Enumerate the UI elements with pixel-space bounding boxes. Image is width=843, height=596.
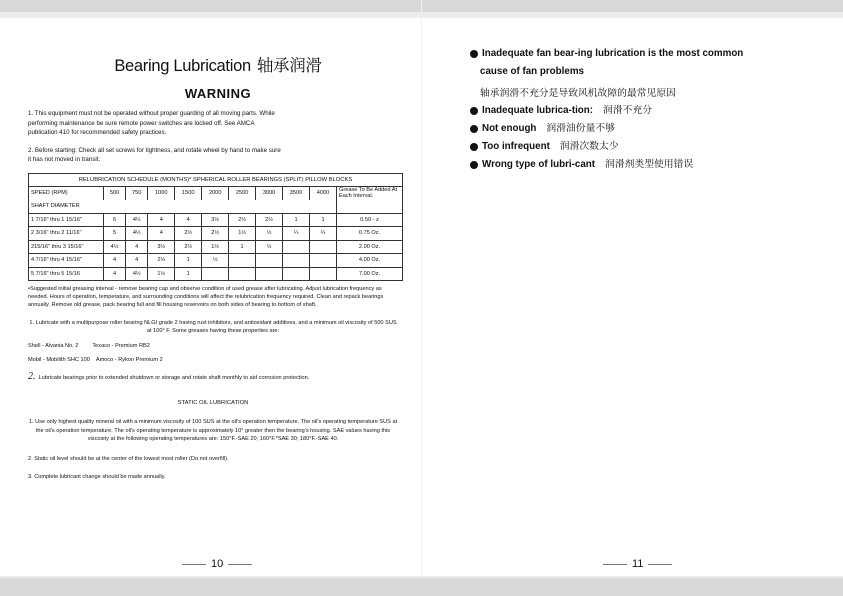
interval-cell bbox=[256, 267, 283, 281]
bullet-2-text: Inadequate lubrica-tion: bbox=[482, 105, 594, 116]
interval-cell: 4½ bbox=[126, 227, 148, 241]
bullet-1-cn: 轴承润滑不充分是导致风机故障的最常见原因 bbox=[480, 88, 676, 99]
shaft-cell: 2 3/16" thru 2 11/16" bbox=[29, 227, 104, 241]
shaft-cell: 4 7/16" thru 4 15/16" bbox=[29, 254, 104, 268]
table-caption: RELUBRICATION SCHEDULE (MONTHS)* SPHERICAL ROLLER BEARINGS (SPLIT) PILLOW BLOCKS bbox=[29, 173, 403, 186]
grease-texaco: Texaco - Premium RB2 bbox=[92, 343, 150, 349]
page-number-left bbox=[177, 558, 257, 570]
page-title bbox=[28, 52, 408, 76]
grease-cell: 4.00 Oz. bbox=[337, 254, 403, 268]
interval-cell bbox=[283, 240, 310, 254]
speed-cell: 750 bbox=[126, 186, 148, 200]
bullet-4 bbox=[470, 141, 820, 153]
static-oil-heading: STATIC OIL LUBRICATION bbox=[177, 400, 249, 406]
interval-cell: 1 bbox=[175, 267, 202, 281]
speed-label: SPEED (RPM) bbox=[29, 186, 104, 200]
interval-cell: 2½ bbox=[175, 240, 202, 254]
interval-cell: 4 bbox=[104, 254, 126, 268]
left-page bbox=[28, 52, 408, 480]
speed-cell: 1000 bbox=[148, 186, 175, 200]
bullet-3 bbox=[470, 123, 820, 135]
table-row bbox=[29, 227, 403, 241]
interval-cell: 3½ bbox=[202, 213, 229, 227]
interval-cell: 1 bbox=[310, 213, 337, 227]
interval-cell: 6 bbox=[104, 213, 126, 227]
interval-cell: 1 bbox=[283, 213, 310, 227]
bullet-2 bbox=[470, 105, 820, 117]
static-oil-item-3: 3. Complete lubricant change should be made annually. bbox=[28, 473, 166, 480]
interval-cell bbox=[310, 240, 337, 254]
interval-cell: 1½ bbox=[148, 267, 175, 281]
grease-list-1 bbox=[28, 343, 408, 349]
bullet-dot-icon bbox=[470, 107, 478, 115]
bullet-1-text: Inadequate fan bear-ing lubrication is the most common bbox=[482, 48, 744, 59]
page-gutter bbox=[421, 0, 422, 596]
grease-cell: 0.75 Oz. bbox=[337, 227, 403, 241]
bullet-4-text: Too infrequent bbox=[482, 141, 550, 152]
interval-cell bbox=[310, 254, 337, 268]
interval-cell: ½ bbox=[202, 254, 229, 268]
interval-cell bbox=[229, 267, 256, 281]
interval-cell: 4 bbox=[148, 227, 175, 241]
static-oil-item-1: 1. Use only highest quality mineral oil with a minimum viscosity of 100 SUS at the oil's operation temperature. The oil's operating temperature SUS at the oil's operation temperature. The oil's operating temperature is approximately 10° greater then the bearing's housing. SAE values having this viscosity at the following operating temperatures are: 150°F.-SAE 20; 160°F.*SAE 30; 180°F.-SAE 40. bbox=[28, 419, 398, 442]
interval-cell: 4½ bbox=[104, 240, 126, 254]
interval-cell: 2½ bbox=[256, 213, 283, 227]
interval-cell: 4 bbox=[104, 267, 126, 281]
speed-cell: 3500 bbox=[283, 186, 310, 200]
shaft-cell: 1 7/16" thru 1 15/16" bbox=[29, 213, 104, 227]
bullet-5-cn: 润滑剂类型使用错误 bbox=[605, 159, 694, 170]
warning-para-1: 1. This equipment must not be operated without proper guarding of all moving parts. While performing maintenance be sure remote power switches are locked off. See AMCA publication 410 for recommended safety practices. bbox=[28, 110, 275, 136]
interval-cell bbox=[202, 267, 229, 281]
bullet-5 bbox=[470, 159, 820, 171]
speed-cell: 2000 bbox=[202, 186, 229, 200]
grease-cell: 0.50 - z bbox=[337, 213, 403, 227]
shaft-cell: 215/16" thru 3 15/16" bbox=[29, 240, 104, 254]
bullet-dot-icon bbox=[470, 50, 478, 58]
grease-mobil: Mobil - Mobilith SHC 100 bbox=[28, 357, 90, 363]
interval-cell bbox=[256, 254, 283, 268]
speed-cell: 500 bbox=[104, 186, 126, 200]
interval-cell: 4 bbox=[148, 213, 175, 227]
interval-cell: ½ bbox=[256, 227, 283, 241]
table-row bbox=[29, 240, 403, 254]
item-2-text: Lubricate bearings prior to extended shutdown or storage and rotate shaft monthly to aid corrosion protection. bbox=[38, 375, 310, 381]
page-number-10: 10 bbox=[211, 558, 224, 570]
grease-list-2 bbox=[28, 357, 408, 363]
title-cn: 轴承润滑 bbox=[256, 57, 322, 75]
table-footnote: •Suggested initial greasing interval - remove bearing cap and observe condition of used grease after lubricating. Adjust lubrication frequency as needed. Hours of operation, temperature, and surrounding conditions will affect the relubrication frequency required. Clean and repack bearings annually. Remove old grease, pack bearing full and fill housing reservoirs on both sides of bearing to bottom of shaft. bbox=[28, 286, 384, 308]
bullet-dot-icon bbox=[470, 143, 478, 151]
grease-cell: 7.00 Oz. bbox=[337, 267, 403, 281]
bottom-band bbox=[0, 578, 843, 596]
shaft-cell: 5 7/16" thru 5 15/16 bbox=[29, 267, 104, 281]
grease-shell: Shell - Alvania No, 2 bbox=[28, 343, 79, 349]
grease-amoco: Amoco - Rykon Premium 2 bbox=[95, 357, 163, 363]
interval-cell bbox=[229, 254, 256, 268]
interval-cell: 4 bbox=[126, 240, 148, 254]
interval-cell: 1 bbox=[229, 240, 256, 254]
warning-heading: WARNING bbox=[184, 86, 252, 101]
table-row bbox=[29, 254, 403, 268]
bullet-1-line-2: cause of fan problems bbox=[480, 66, 584, 77]
grease-header: Grease To Be Added At Each Interval. bbox=[337, 186, 403, 200]
title-en: Bearing Lubrication bbox=[114, 57, 251, 75]
interval-cell bbox=[283, 254, 310, 268]
lubrication-item-2 bbox=[28, 371, 408, 382]
interval-cell: 1½ bbox=[202, 240, 229, 254]
warning-para-2: 2. Before starting: Check all set screws for tightness, and rotate wheel by hand to make sure it has not moved in transit. bbox=[28, 146, 281, 163]
page-number-11: 11 bbox=[632, 558, 644, 570]
interval-cell: 5 bbox=[104, 227, 126, 241]
interval-cell: 3½ bbox=[148, 240, 175, 254]
bullet-3-cn: 润滑油份量不够 bbox=[546, 123, 615, 134]
shaft-label: SHAFT DIAMETER bbox=[29, 200, 337, 214]
page-number-right bbox=[598, 558, 677, 570]
bullet-dot-icon bbox=[470, 161, 478, 169]
bullet-4-cn: 润滑次数太少 bbox=[559, 141, 619, 152]
interval-cell: 2½ bbox=[148, 254, 175, 268]
bullet-1 bbox=[470, 48, 820, 60]
shaft-row bbox=[29, 200, 403, 214]
static-oil-item-2: 2. Static oil level should be at the center of the lowest most roller (Do not overfill). bbox=[28, 455, 229, 462]
interval-cell bbox=[310, 267, 337, 281]
speed-cell: 1500 bbox=[175, 186, 202, 200]
interval-cell: ¼ bbox=[310, 227, 337, 241]
grease-cell: 2.00 Oz. bbox=[337, 240, 403, 254]
speed-row bbox=[29, 186, 403, 200]
relubrication-table bbox=[28, 173, 403, 282]
interval-cell: 2½ bbox=[175, 227, 202, 241]
speed-cell: 2500 bbox=[229, 186, 256, 200]
bullet-dot-icon bbox=[470, 125, 478, 133]
bullet-5-text: Wrong type of lubri-cant bbox=[482, 159, 596, 170]
interval-cell: 4 bbox=[126, 254, 148, 268]
interval-cell: 4 bbox=[175, 213, 202, 227]
interval-cell bbox=[283, 267, 310, 281]
interval-cell: 4½ bbox=[126, 213, 148, 227]
bullet-3-text: Not enough bbox=[482, 123, 537, 134]
interval-cell: 1½ bbox=[229, 227, 256, 241]
grease-header-cont bbox=[337, 200, 403, 214]
interval-cell: 1 bbox=[175, 254, 202, 268]
interval-cell: ½ bbox=[256, 240, 283, 254]
lubrication-item-1: 1. Lubricate with a multipurpose roller bearing NLGI grade 2 having rust inhibitors, and antioxidant additives, and a minimum oil viscosity of 500 SUS at 100° F. Some greases having these properties are: bbox=[29, 320, 397, 334]
interval-cell: 2½ bbox=[202, 227, 229, 241]
item-2-number: 2. bbox=[28, 371, 36, 382]
table-row bbox=[29, 267, 403, 281]
interval-cell: 4½ bbox=[126, 267, 148, 281]
speed-cell: 3000 bbox=[256, 186, 283, 200]
speed-cell: 4000 bbox=[310, 186, 337, 200]
interval-cell: ¼ bbox=[283, 227, 310, 241]
interval-cell: 2½ bbox=[229, 213, 256, 227]
table-row bbox=[29, 213, 403, 227]
bullet-2-cn: 润滑不充分 bbox=[603, 105, 653, 116]
right-page bbox=[470, 48, 820, 177]
